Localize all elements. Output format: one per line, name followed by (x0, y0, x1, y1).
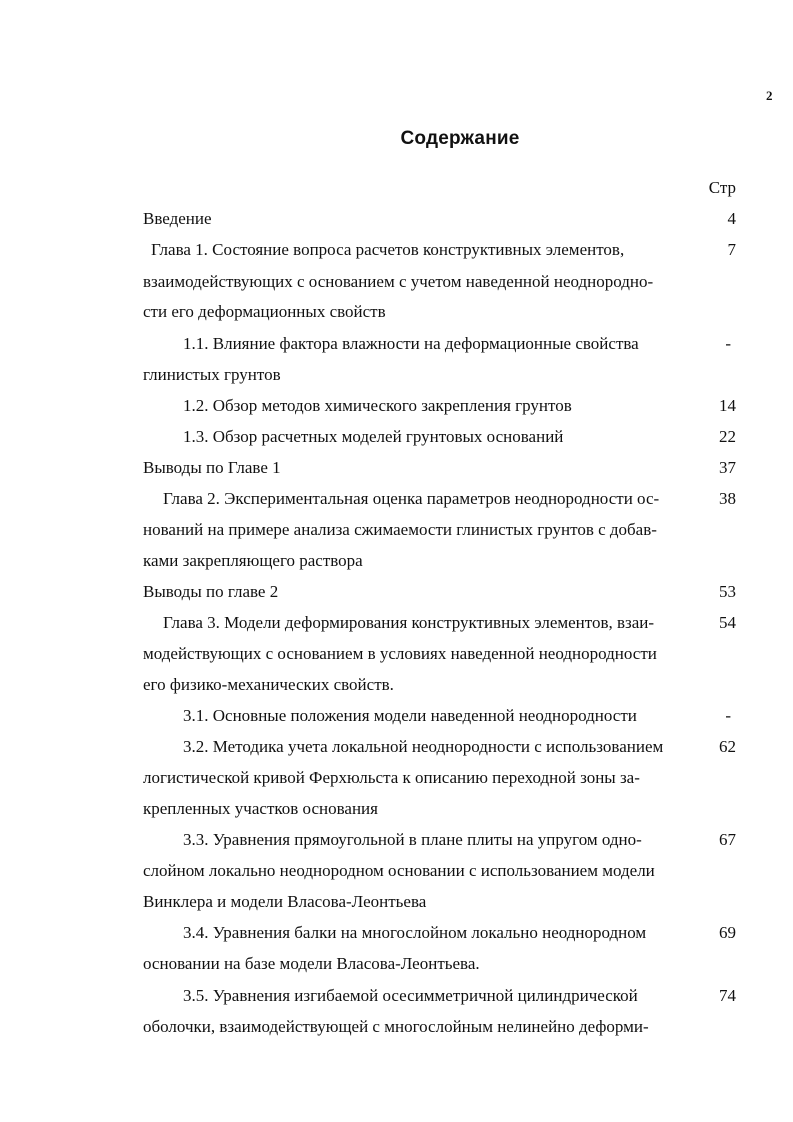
toc-entry-line: оболочки, взаимодействующей с многослойным нелинейно деформи- (143, 1017, 649, 1036)
toc-entry-line: 1.2. Обзор методов химического закрепления грунтов (183, 396, 572, 415)
toc-entry-line: глинистых грунтов (143, 365, 281, 384)
toc-entry-page: 69 (719, 923, 736, 942)
toc-entry-page: 53 (719, 582, 736, 601)
toc-entry-line: Глава 1. Состояние вопроса расчетов конструктивных элементов, (151, 240, 625, 259)
toc-entry-line: Введение (143, 209, 212, 228)
toc-entry-page: 67 (719, 830, 736, 849)
toc-entry-line: крепленных участков основания (143, 799, 378, 818)
toc-entry-line: модействующих с основанием в условиях наведенной неоднородности (143, 644, 657, 663)
toc-entry-line: ками закрепляющего раствора (143, 551, 363, 570)
toc-entry-page: 22 (719, 427, 736, 446)
toc-entry-line: 3.5. Уравнения изгибаемой осесимметричной цилиндрической (183, 986, 638, 1005)
toc-entry-page: 54 (719, 613, 736, 632)
toc-entry-line: основании на базе модели Власова-Леонтьева. (143, 954, 480, 973)
toc-entry-page: 7 (727, 240, 736, 259)
page-column-header: Стр (708, 178, 736, 197)
toc-entry-line: логистической кривой Ферхюльста к описанию переходной зоны за- (143, 768, 640, 787)
toc-entry-line: Выводы по Главе 1 (143, 458, 281, 477)
toc-entry-line: Выводы по главе 2 (143, 582, 279, 601)
toc-entry-line: сти его деформационных свойств (143, 302, 386, 321)
page-number: 2 (766, 88, 773, 103)
toc-entry-page: - (725, 706, 731, 725)
toc-entry-line: 1.1. Влияние фактора влажности на деформационные свойства (183, 334, 639, 353)
toc-entry-page: - (725, 334, 731, 353)
toc-entry-line: нований на примере анализа сжимаемости глинистых грунтов с добав- (143, 520, 657, 539)
toc-entry-page: 74 (719, 986, 736, 1005)
toc-entry-line: слойном локально неоднородном основании с использованием модели (143, 861, 655, 880)
toc-entry-page: 38 (719, 489, 736, 508)
toc-entry-line: взаимодействующих с основанием с учетом наведенной неоднородно- (143, 272, 654, 291)
toc-entry-line: 3.2. Методика учета локальной неоднородности с использованием (183, 737, 664, 756)
toc-entry-page: 4 (727, 209, 736, 228)
toc-entry-line: 1.3. Обзор расчетных моделей грунтовых оснований (183, 427, 564, 446)
toc-entry-line: 3.4. Уравнения балки на многослойном локально неоднородном (183, 923, 647, 942)
toc-entry-line: его физико-механических свойств. (143, 675, 394, 694)
page-title: Содержание (400, 128, 520, 149)
toc-entry-line: Винклера и модели Власова-Леонтьева (143, 892, 427, 911)
toc-entry-line: Глава 2. Экспериментальная оценка параметров неоднородности ос- (163, 489, 660, 508)
toc-entry-line: 3.3. Уравнения прямоугольной в плане плиты на упругом одно- (183, 830, 642, 849)
toc-entry-page: 37 (719, 458, 736, 477)
toc-entry-page: 14 (719, 396, 736, 415)
toc-entry-page: 62 (719, 737, 736, 756)
toc-entry-line: Глава 3. Модели деформирования конструктивных элементов, взаи- (163, 613, 655, 632)
toc-entry-line: 3.1. Основные положения модели наведенной неоднородности (183, 706, 637, 725)
